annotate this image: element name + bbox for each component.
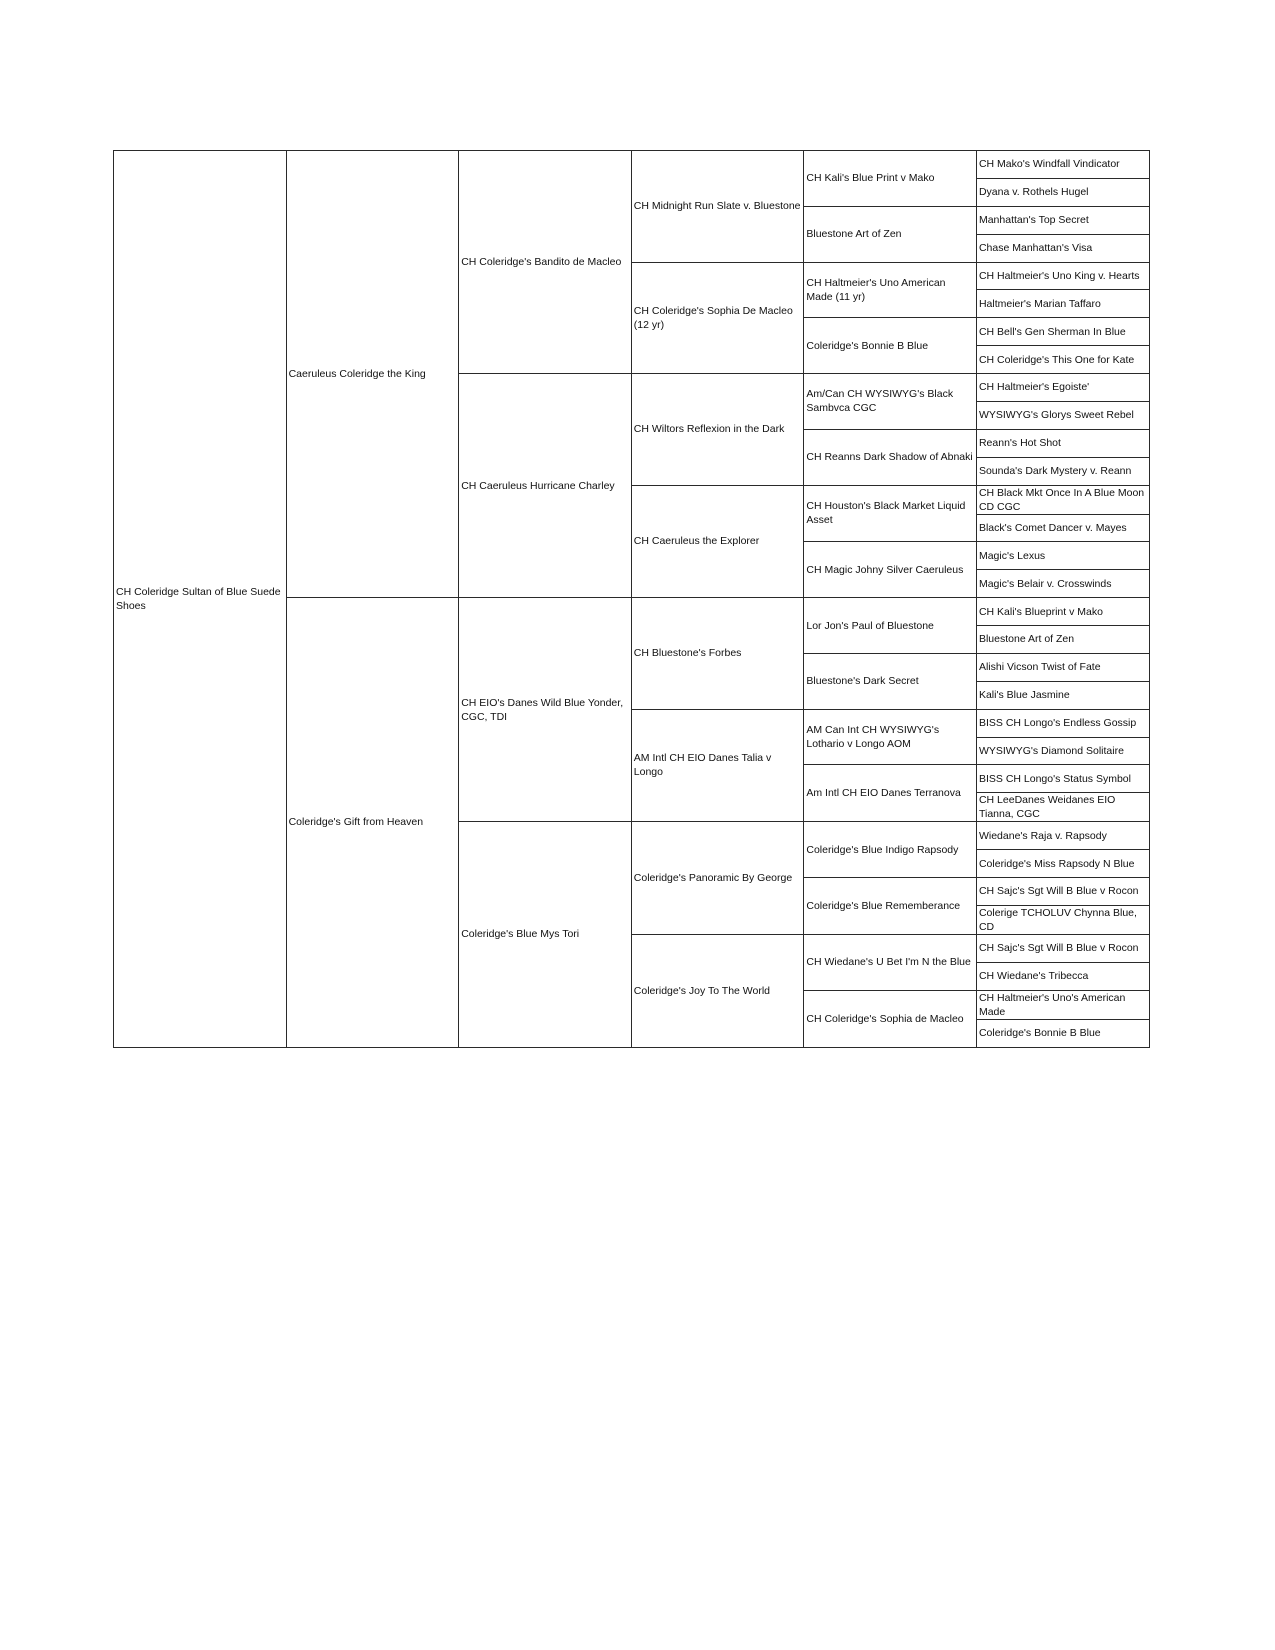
pedigree-cell-ggg-grandparent: Coleridge's Miss Rapsody N Blue [976,850,1149,878]
pedigree-cell-ggg-grandparent: CH Haltmeier's Egoiste' [976,374,1149,402]
pedigree-cell-gg-grandparent: Coleridge's Bonnie B Blue [804,318,977,374]
pedigree-cell-ggg-grandparent: CH LeeDanes Weidanes EIO Tianna, CGC [976,793,1149,822]
pedigree-cell-ggg-grandparent: Haltmeier's Marian Taffaro [976,290,1149,318]
pedigree-cell-grandparent: Coleridge's Blue Mys Tori [459,822,632,1047]
pedigree-cell-gg-grandparent: Coleridge's Blue Rememberance [804,878,977,935]
pedigree-cell-gg-grandparent: Bluestone's Dark Secret [804,653,977,709]
pedigree-cell-ggg-grandparent: Chase Manhattan's Visa [976,234,1149,262]
pedigree-cell-ggg-grandparent: Magic's Belair v. Crosswinds [976,570,1149,598]
pedigree-cell-gg-grandparent: CH Coleridge's Sophia de Macleo [804,990,977,1047]
pedigree-cell-ggg-grandparent: CH Coleridge's This One for Kate [976,346,1149,374]
pedigree-cell-grandparent: CH Coleridge's Bandito de Macleo [459,151,632,374]
pedigree-cell-ggg-grandparent: WYSIWYG's Diamond Solitaire [976,737,1149,765]
pedigree-cell-great-grandparent: Coleridge's Joy To The World [631,934,804,1047]
pedigree-cell-ggg-grandparent: Bluestone Art of Zen [976,626,1149,654]
pedigree-cell-ggg-grandparent: Kali's Blue Jasmine [976,681,1149,709]
pedigree-cell-grandparent: CH Caeruleus Hurricane Charley [459,374,632,598]
pedigree-cell-gg-grandparent: AM Can Int CH WYSIWYG's Lothario v Longo AOM [804,709,977,765]
pedigree-cell-gg-grandparent: Lor Jon's Paul of Bluestone [804,598,977,654]
pedigree-cell-ggg-grandparent: CH Black Mkt Once In A Blue Moon CD CGC [976,485,1149,514]
pedigree-cell-great-grandparent: Coleridge's Panoramic By George [631,822,804,935]
pedigree-cell-ggg-grandparent: CH Kali's Blueprint v Mako [976,598,1149,626]
pedigree-cell-sire-dam: Coleridge's Gift from Heaven [286,598,459,1047]
pedigree-cell-ggg-grandparent: Coleridge's Bonnie B Blue [976,1019,1149,1047]
pedigree-cell-gg-grandparent: CH Haltmeier's Uno American Made (11 yr) [804,262,977,318]
pedigree-cell-great-grandparent: CH Bluestone's Forbes [631,598,804,710]
pedigree-cell-ggg-grandparent: CH Sajc's Sgt Will B Blue v Rocon [976,878,1149,906]
pedigree-cell-ggg-grandparent: CH Mako's Windfall Vindicator [976,151,1149,179]
pedigree-cell-dog: CH Coleridge Sultan of Blue Suede Shoes [114,151,287,1048]
pedigree-cell-ggg-grandparent: CH Haltmeier's Uno's American Made [976,990,1149,1019]
pedigree-cell-grandparent: CH EIO's Danes Wild Blue Yonder, CGC, TDI [459,598,632,822]
pedigree-cell-great-grandparent: CH Wiltors Reflexion in the Dark [631,374,804,486]
pedigree-cell-gg-grandparent: CH Kali's Blue Print v Mako [804,151,977,207]
pedigree-cell-ggg-grandparent: Black's Comet Dancer v. Mayes [976,514,1149,542]
pedigree-row [114,151,1150,179]
pedigree-cell-great-grandparent: CH Midnight Run Slate v. Bluestone [631,151,804,263]
pedigree-cell-gg-grandparent: CH Magic Johny Silver Caeruleus [804,542,977,598]
pedigree-cell-ggg-grandparent: WYSIWYG's Glorys Sweet Rebel [976,401,1149,429]
pedigree-cell-gg-grandparent: CH Wiedane's U Bet I'm N the Blue [804,934,977,990]
pedigree-cell-gg-grandparent: Coleridge's Blue Indigo Rapsody [804,822,977,878]
pedigree-cell-ggg-grandparent: Magic's Lexus [976,542,1149,570]
pedigree-cell-sire-dam: Caeruleus Coleridge the King [286,151,459,598]
pedigree-cell-gg-grandparent: Am/Can CH WYSIWYG's Black Sambvca CGC [804,374,977,430]
pedigree-cell-ggg-grandparent: BISS CH Longo's Endless Gossip [976,709,1149,737]
pedigree-cell-gg-grandparent: Am Intl CH EIO Danes Terranova [804,765,977,822]
pedigree-cell-gg-grandparent: Bluestone Art of Zen [804,206,977,262]
pedigree-cell-ggg-grandparent: CH Wiedane's Tribecca [976,962,1149,990]
pedigree-cell-great-grandparent: AM Intl CH EIO Danes Talia v Longo [631,709,804,822]
pedigree-body [114,151,1150,1048]
pedigree-cell-ggg-grandparent: CH Sajc's Sgt Will B Blue v Rocon [976,934,1149,962]
pedigree-cell-ggg-grandparent: Wiedane's Raja v. Rapsody [976,822,1149,850]
pedigree-cell-great-grandparent: CH Coleridge's Sophia De Macleo (12 yr) [631,262,804,374]
pedigree-cell-ggg-grandparent: CH Haltmeier's Uno King v. Hearts [976,262,1149,290]
pedigree-cell-ggg-grandparent: CH Bell's Gen Sherman In Blue [976,318,1149,346]
pedigree-cell-ggg-grandparent: Manhattan's Top Secret [976,206,1149,234]
pedigree-cell-gg-grandparent: CH Houston's Black Market Liquid Asset [804,485,977,542]
pedigree-table [113,150,1150,1048]
pedigree-cell-gg-grandparent: CH Reanns Dark Shadow of Abnaki [804,429,977,485]
pedigree-cell-great-grandparent: CH Caeruleus the Explorer [631,485,804,598]
pedigree-cell-ggg-grandparent: Sounda's Dark Mystery v. Reann [976,457,1149,485]
pedigree-cell-ggg-grandparent: Alishi Vicson Twist of Fate [976,653,1149,681]
pedigree-cell-ggg-grandparent: Reann's Hot Shot [976,429,1149,457]
pedigree-cell-ggg-grandparent: Colerige TCHOLUV Chynna Blue, CD [976,905,1149,934]
pedigree-cell-ggg-grandparent: Dyana v. Rothels Hugel [976,178,1149,206]
pedigree-cell-ggg-grandparent: BISS CH Longo's Status Symbol [976,765,1149,793]
